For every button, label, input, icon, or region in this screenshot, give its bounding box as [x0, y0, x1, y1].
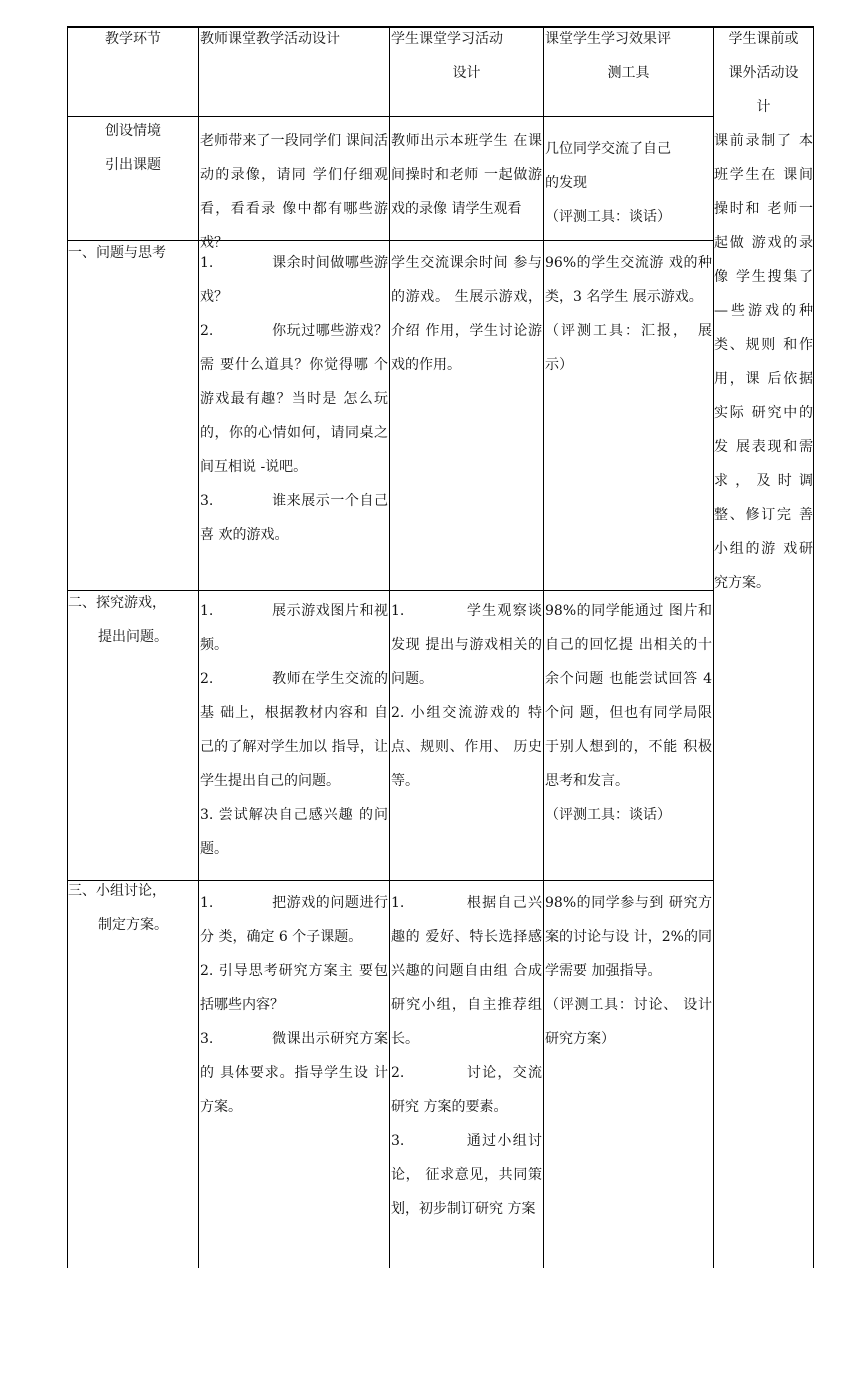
header-teacher-text: 教师课堂教学活动设计 — [200, 31, 340, 47]
discuss-student — [391, 886, 542, 1226]
explore-student-item-1: 1. 学生观察谈发现 提出与游戏相关的 问题。 — [391, 603, 542, 687]
intro-stage-line2: 引出课题 — [105, 157, 161, 173]
explore-evaluation-text: 98%的同学能通过 图片和自己的回忆提 出相关的十余个问题 也能尝试回答 4 个问 题，但也有同学局限 于别人想到的，不能 积极思考和发言。 — [545, 603, 712, 789]
header-student — [391, 22, 542, 90]
intro-teacher-text: 老师带来了一段同学们 课间活动的录像，请同 学们仔细观看，看看录 像中都有哪些游戏？ — [200, 133, 388, 251]
before-class-text: 课前录制了 本班学生在 课间操时和 老师一起做 游戏的录像 学生搜集了 —些游戏的种类、规则 和作用，课 后依据实际 研究中的发 展表现和需 求，及时调 整、修订完 善小组的游 戏研究方案。 — [714, 133, 813, 591]
header-student-line2: 设计 — [452, 65, 481, 81]
problem-teacher — [200, 246, 388, 552]
discuss-teacher-item-3: 3. 微课出示研究方案的 具体要求。指导学生设 计方案。 — [200, 1031, 388, 1115]
problem-evaluation-text: 96%的学生交流游 戏的种类，3 名学生 展示游戏。 — [545, 255, 712, 305]
discuss-stage — [68, 874, 198, 942]
before-class-activity — [714, 124, 813, 600]
problem-evaluation-tool: （评测工具：汇报， 展示） — [545, 323, 712, 373]
intro-evaluation — [545, 132, 712, 234]
problem-student — [391, 246, 542, 382]
col-rule-3 — [389, 26, 390, 1268]
problem-stage-text: 一、问题与思考 — [68, 245, 166, 261]
discuss-stage-line2: 制定方案。 — [98, 917, 168, 933]
problem-student-text: 学生交流课余时间 参与的游戏。 生展示游戏，介绍 作用，学生讨论游 戏的作用。 — [391, 255, 542, 373]
col-rule-2 — [198, 26, 199, 1268]
intro-stage — [68, 114, 198, 182]
discuss-student-item-2: 2. 讨论，交流研究 方案的要素。 — [391, 1065, 542, 1115]
header-before-class-line3: 计 — [756, 99, 771, 115]
explore-teacher-item-3: 3. 尝试解决自己感兴趣 的问题。 — [200, 807, 388, 857]
intro-teacher — [200, 124, 388, 251]
col-rule-4 — [543, 26, 544, 1268]
discuss-evaluation-tool: （评测工具：讨论、 设计研究方案） — [545, 997, 712, 1047]
problem-stage — [68, 236, 198, 270]
header-before-class — [714, 22, 813, 124]
discuss-evaluation-text: 98%的同学参与到 研究方案的讨论与设 计，2%的同学需要 加强指导。 — [545, 895, 712, 979]
discuss-stage-line1: 三、小组讨论， — [68, 883, 166, 899]
discuss-student-item-1: 1. 根据自己兴趣的 爱好、特长选择感 兴趣的问题自由组 合成研究小组，自主推荐组长。 — [391, 895, 542, 1047]
explore-stage-line1: 二、探究游戏， — [68, 595, 166, 611]
col-rule-right — [813, 26, 814, 1268]
header-evaluation-line1: 课堂学生学习效果评 — [545, 31, 671, 47]
header-evaluation — [545, 22, 712, 90]
explore-evaluation-tool: （评测工具：谈话） — [545, 807, 671, 823]
intro-student — [391, 124, 542, 240]
explore-student-item-2: 2. 小组交流游戏的 特点、规则、作用、 历史等。 — [391, 705, 542, 789]
header-teacher — [200, 22, 388, 56]
discuss-teacher-item-1: 1. 把游戏的问题进行分 类，确定 6 个子课题。 — [200, 895, 388, 945]
header-before-class-line1: 学生课前或 — [728, 31, 799, 47]
intro-student-text: 教师出示本班学生 在课间操时和老师 一起做游戏的录像 请学生观看 — [391, 133, 542, 217]
intro-stage-line1: 创设情境 — [105, 123, 161, 139]
header-before-class-line2: 课外活动设 — [728, 65, 799, 81]
problem-teacher-item-2: 2. 你玩过哪些游戏？需 要什么道具？你觉得哪 个游戏最有趣？当时是 怎么玩的，你的心情如何，请同桌之间互相说 -说吧。 — [200, 323, 388, 475]
intro-evaluation-line1: 几位同学交流了自己 — [545, 141, 671, 157]
discuss-teacher — [200, 886, 388, 1124]
header-stage — [68, 22, 198, 56]
explore-evaluation — [545, 594, 712, 832]
explore-stage — [68, 586, 198, 654]
explore-teacher — [200, 594, 388, 880]
header-stage-text: 教学环节 — [105, 31, 161, 47]
explore-teacher-item-2: 2. 教师在学生交流的基 础上，根据教材内容和 自己的了解对学生加以 指导，让学生提出自己的问题。 — [200, 671, 388, 789]
header-student-line1: 学生课堂学习活动 — [391, 31, 503, 47]
discuss-teacher-item-2: 2. 引导思考研究方案主 要包括哪些内容？ — [200, 963, 388, 1013]
explore-stage-line2: 提出问题。 — [98, 629, 168, 645]
explore-teacher-item-1: 1. 展示游戏图片和视频。 — [200, 603, 388, 653]
problem-teacher-item-1: 1. 课余时间做哪些游戏？ — [200, 255, 388, 305]
intro-evaluation-line2: 的发现 — [545, 175, 587, 191]
problem-teacher-item-3: 3. 谁来展示一个自己喜 欢的游戏。 — [200, 493, 388, 543]
problem-evaluation — [545, 246, 712, 382]
explore-student — [391, 594, 542, 798]
header-evaluation-line2: 测工具 — [607, 65, 650, 81]
discuss-student-item-3: 3. 通过小组讨论， 征求意见，共同策 划，初步制订研究 方案 — [391, 1133, 542, 1217]
discuss-evaluation — [545, 886, 712, 1056]
intro-evaluation-line3: （评测工具：谈话） — [545, 209, 671, 225]
